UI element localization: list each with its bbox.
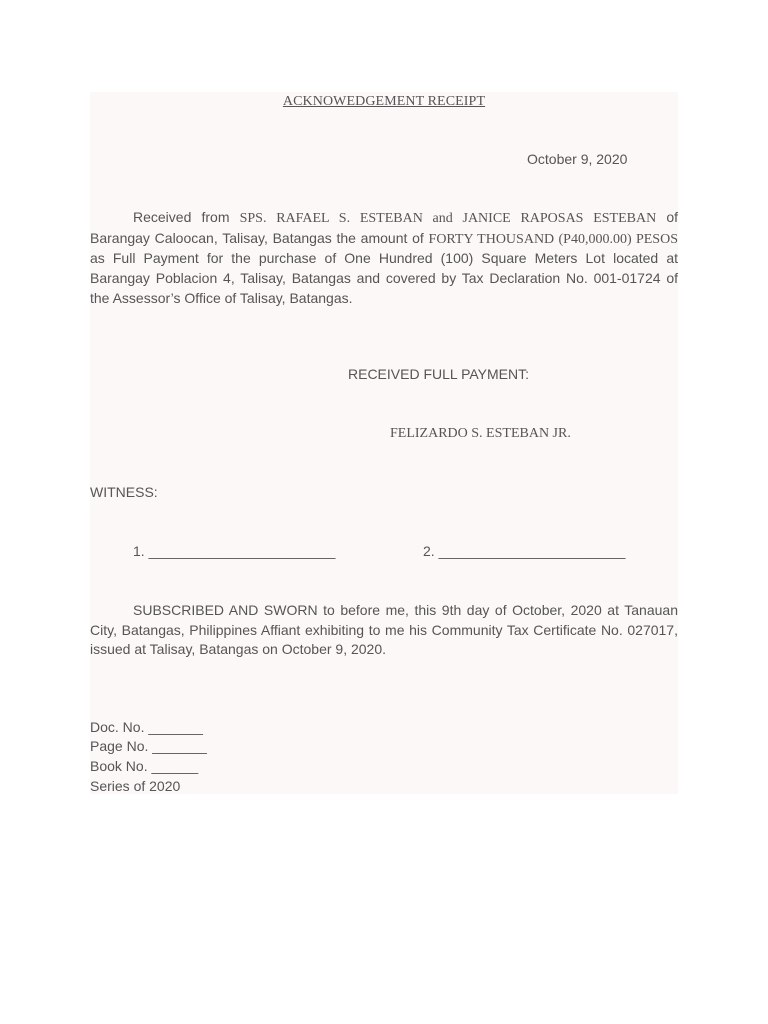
payer-names: SPS. RAFAEL S. ESTEBAN and JANICE RAPOSAS ESTEBAN [239,211,657,226]
book-number: Book No. ______ [90,758,199,774]
document-title: ACKNOWEDGEMENT RECEIPT [282,94,486,109]
received-from-text: Received from [133,209,240,225]
doc-number: Doc. No. _______ [90,719,203,735]
amount-in-words: FORTY THOUSAND (P40,000.00) PESOS [428,231,678,247]
payer-address-text: of Barangay Caloocan, Talisay, Batangas the amount of [90,209,678,246]
jurat-paragraph [90,601,678,660]
series-year: Series of 2020 [90,778,181,794]
jurat-text: SUBSCRIBED AND SWORN to before me, this 9th day of October, 2020 at Tanauan City, Batangas, Philippines Affiant exhibiting to me his Community Tax Certificate No. 027017, issued at Talisay, Batangas on October 9, 2020. [90,602,678,658]
witness-line-2: 2. ________________________ [423,543,626,559]
receipt-date: October 9, 2020 [527,151,628,167]
signatory-name: FELIZARDO S. ESTEBAN JR. [390,426,571,441]
received-full-payment-label: RECEIVED FULL PAYMENT: [348,366,530,382]
document-content-area [90,92,678,794]
witness-line-1: 1. ________________________ [133,543,336,559]
page-number: Page No. _______ [90,738,207,754]
witness-label: WITNESS: [90,484,158,500]
payment-details-text: as Full Payment for the purchase of One Hundred (100) Square Meters Lot located at Barangay Poblacion 4, Talisay, Batangas and covered by Tax Declaration No. 001-01724 of the Assessor’s Office of Talisay, Batangas. [90,250,678,306]
receipt-body-paragraph [90,208,678,309]
